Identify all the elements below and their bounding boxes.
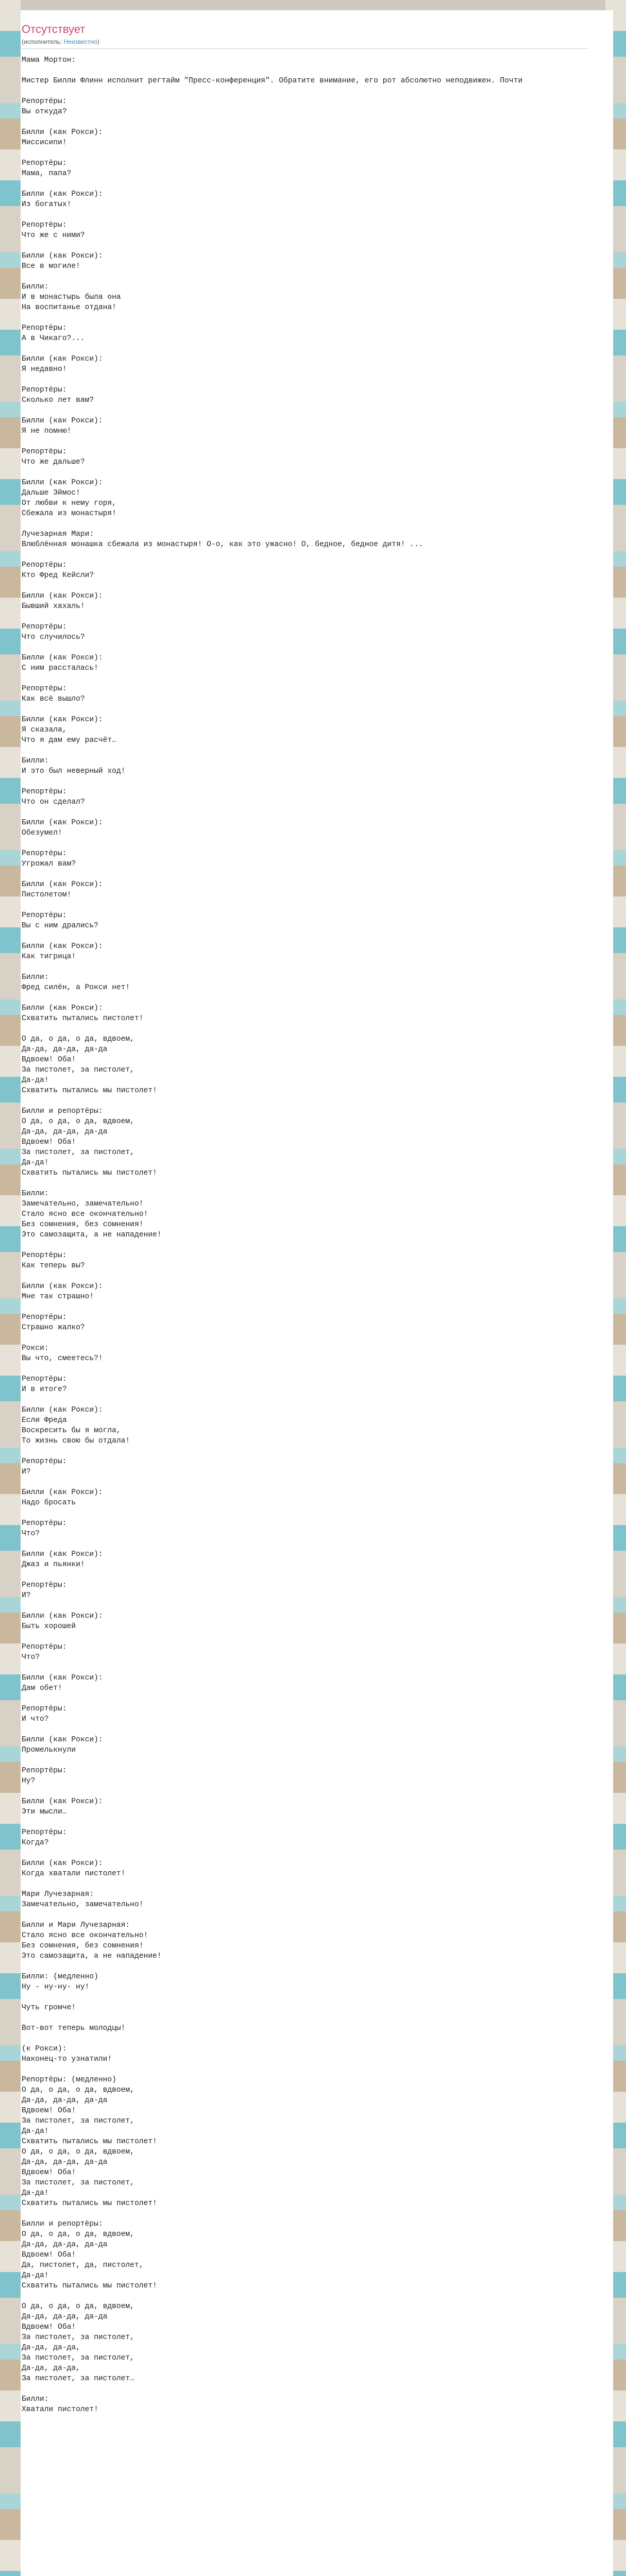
lyrics-text: Мама Мортон: Мистер Билли Флинн исполнит регтайм "Пресс-конференция". Обратите внимание, его рот абсолютно неподвижен. Почти Репортёры: Вы откуда? Билли (как Рокси): Миссисипи! Репортёры: Мама, папа? Билли (как Рокси): Из богатых! Репортёры: Что же с ними? Билли (как Рокси): Все в могиле! Билли: И в монастырь была она На воспитанье отдана! Репортёры: А в Чикаго?... Билли (как Рокси): Я недавно! Репортёры: Сколько лет вам? Билли (как Рокси): Я не помню! Репортёры: Что же дальше? Билли (как Рокси): Дальше Эймос! От любви к нему горя, Сбежала из монастыря! Лучезарная Мари: Влюблённая монашка сбежала из монастыря! О-о, как это ужасно! О, бедное, бедное дитя! ... Репортёры: Кто Фред Кейсли? Билли (как Рокси): Бывший хахаль! Репортёры: Что случилось? Билли (как Рокси): С ним рассталась! Репортёры: Как всё вышло? Билли (как Рокси): Я сказала, Что я дам ему расчёт… Билли: И это был неверный ход! Репортёры: Что он сделал? Билли (как Рокси): Обезумел! Репортёры: Угрожал вам? Билли (как Рокси): Пистолетом! Репортёры: Вы с ним дрались? Билли (как Рокси): Как тигрица! Билли: Фред силён, а Рокси нет! Билли (как Рокси): Схватить пытались пистолет! О да, о да, о да, вдвоем, Да-да, да-да, да-да Вдвоем! Оба! За пистолет, за пистолет, Да-да! Схватить пытались мы пистолет! Билли и репортёры: О да, о да, о да, вдвоем, Да-да, да-да, да-да Вдвоем! Оба! За пистолет, за пистолет, Да-да! Схватить пытались мы пистолет! Билли: Замечательно, замечательно! Стало ясно все окончательно! Без сомнения, без сомнения! Это самозащита, а не нападение! Репортёры: Как теперь вы? Билли (как Рокси): Мне так страшно! Репортёры: Страшно жалко? Рокси: Вы что, смеетесь?! Репортёры: И в итоге? Билли (как Рокси): Если Фреда Воскресить бы я могла, То жизнь свою бы отдала! Репортёры: И? Билли (как Рокси): Надо бросать Репортёры: Что? Билли (как Рокси): Джаз и пьянки! Репортёры: И? Билли (как Рокси): Быть хорошей Репортёры: Что? Билли (как Рокси): Дам обет! Репортёры: И что? Билли (как Рокси): Промелькнули Репортёры: Ну? Билли (как Рокси): Эти мысли… Репортёры: Когда? Билли (как Рокси): Когда хватали пистолет! Мари Лучезарная: Замечательно, замечательно! Билли и Мари Лучезарная: Стало ясно все окончательно! Без сомнения, без сомнения! Это самозащита, а не нападение! Билли: (медленно) Ну - ну-ну- ну! Чуть громче! Вот-вот теперь молодцы! (к Рокси): Наконец-то узнатили! Репортёры: (медленно) О да, о да, о да, вдвоем, Да-да, да-да, да-да Вдвоем! Оба! За пистолет, за пистолет, Да-да! Схватить пытались мы пистолет! О да, о да, о да, вдвоем, Да-да, да-да, да-да Вдвоем! Оба! За пистолет, за пистолет, Да-да! Схватить пытались мы пистолет! Билли и репортёры: О да, о да, о да, вдвоем, Да-да, да-да, да-да Вдвоем! Оба! Да, пистолет, да, пистолет, Да-да! Схватить пытались мы пистолет! О да, о да, о да, вдвоем, Да-да, да-да, да-да Вдвоем! Оба! За пистолет, за пистолет, Да-да, да-да, За пистолет, за пистолет, Да-да, да-да, За пистолет, за пистолет… Билли: Хватали пистолет!	[22, 56, 523, 2414]
artist-link[interactable]: Неизвестно	[63, 38, 97, 45]
meta-suffix: )	[97, 38, 99, 45]
lyrics-content	[22, 10, 613, 2415]
song-title: Отсутствует	[22, 23, 86, 36]
left-decorative-stripe	[0, 0, 21, 2576]
song-meta	[22, 38, 605, 45]
meta-prefix: (исполнитель:	[22, 38, 64, 45]
page-panel	[21, 10, 613, 2576]
title-divider	[22, 48, 588, 49]
